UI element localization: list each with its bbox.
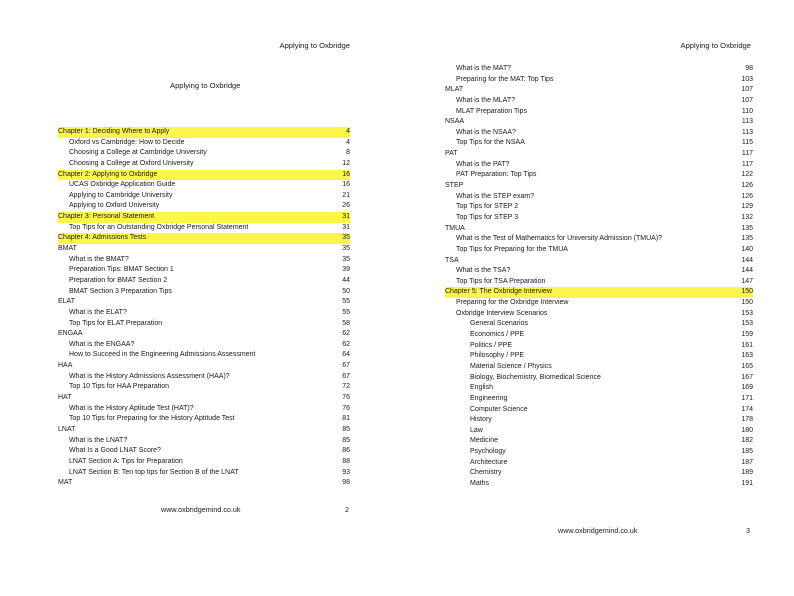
toc-entry bbox=[445, 245, 753, 256]
toc-entry bbox=[58, 265, 350, 276]
toc-entry-page: 180 bbox=[741, 426, 753, 434]
running-header: Applying to Oxbridge bbox=[279, 41, 350, 50]
toc-entry bbox=[445, 96, 753, 107]
toc-entry-title: What is the BMAT? bbox=[69, 255, 129, 263]
toc-chapter-entry bbox=[58, 127, 350, 138]
toc-entry-page: 159 bbox=[741, 331, 753, 339]
toc-entry bbox=[445, 341, 753, 352]
toc-entry-title: Top Tips for an Outstanding Oxbridge Personal Statement bbox=[69, 223, 249, 231]
toc-entry bbox=[58, 319, 350, 330]
toc-chapter-entry bbox=[58, 329, 350, 340]
toc-entry-title: Biology, Biochemistry, Biomedical Science bbox=[470, 373, 601, 381]
toc-entry-page: 182 bbox=[741, 437, 753, 445]
toc-entry bbox=[58, 159, 350, 170]
toc-entry bbox=[445, 107, 753, 118]
toc-entry-page: 35 bbox=[342, 255, 350, 263]
toc-entry-page: 147 bbox=[741, 277, 753, 285]
running-header: Applying to Oxbridge bbox=[680, 41, 751, 50]
toc-entry-title: Choosing a College at Oxford University bbox=[69, 159, 194, 167]
toc-entry bbox=[58, 446, 350, 457]
toc-entry-title: BMAT Section 3 Preparation Tips bbox=[69, 287, 172, 295]
toc-entry-page: 44 bbox=[342, 276, 350, 284]
toc-chapter-entry bbox=[58, 478, 350, 489]
footer-url: www.oxbridgemind.co.uk bbox=[558, 526, 638, 535]
toc-entry-title: Law bbox=[470, 426, 483, 434]
toc-entry-page: 16 bbox=[342, 181, 350, 189]
toc-entry-title: Maths bbox=[470, 479, 490, 487]
toc-entry-title: Chapter 1: Deciding Where to Apply bbox=[58, 128, 170, 135]
toc-entry-title: Top Tips for ELAT Preparation bbox=[69, 319, 163, 327]
toc-entry-title: What is the STEP exam? bbox=[456, 192, 535, 200]
toc-entry-page: 113 bbox=[741, 118, 753, 126]
toc-entry-page: 76 bbox=[342, 404, 350, 412]
toc-entry-page: 174 bbox=[741, 405, 753, 413]
toc-entry-page: 62 bbox=[342, 330, 350, 338]
toc-entry-page: 103 bbox=[741, 75, 753, 83]
toc-entry-page: 117 bbox=[741, 160, 753, 168]
toc-entry-title: LNAT Section B: Ten top tips for Section B of the LNAT bbox=[69, 468, 239, 476]
toc-entry bbox=[445, 362, 753, 373]
toc-entry-page: 8 bbox=[346, 149, 350, 157]
toc-entry bbox=[445, 298, 753, 309]
toc-entry-page: 55 bbox=[342, 298, 350, 306]
toc-entry-page: 122 bbox=[741, 171, 753, 179]
toc-title: Applying to Oxbridge bbox=[170, 81, 241, 90]
toc-entry-page: 135 bbox=[741, 235, 753, 243]
toc-entry bbox=[58, 404, 350, 415]
toc-entry-title: Chapter 2: Applying to Oxbridge bbox=[58, 170, 158, 178]
toc-entry-page: 161 bbox=[741, 341, 753, 349]
toc-entry-title: What is the History Aptitude Test (HAT)? bbox=[69, 404, 194, 412]
toc-entry-title: Psychology bbox=[470, 448, 506, 456]
toc-entry bbox=[58, 287, 350, 298]
toc-entry bbox=[445, 383, 753, 394]
toc-entry-page: 144 bbox=[741, 267, 753, 275]
toc-entry-title: Top Tips for TSA Preparation bbox=[456, 277, 546, 285]
toc-entry bbox=[445, 415, 753, 426]
toc-entry-title: Computer Science bbox=[470, 405, 528, 413]
toc-entry bbox=[445, 330, 753, 341]
table-of-contents bbox=[445, 64, 753, 490]
toc-entry bbox=[445, 202, 753, 213]
toc-entry-page: 58 bbox=[342, 319, 350, 327]
toc-entry-title: Top 10 Tips for HAA Preparation bbox=[69, 383, 169, 391]
toc-entry-title: ELAT bbox=[58, 298, 75, 306]
toc-entry bbox=[58, 308, 350, 319]
toc-entry-title: What is the ELAT? bbox=[69, 308, 127, 316]
toc-entry-title: PAT bbox=[445, 150, 458, 158]
toc-chapter-entry bbox=[58, 297, 350, 308]
toc-entry-title: What is the LNAT? bbox=[69, 436, 128, 444]
toc-entry-page: 135 bbox=[741, 224, 753, 232]
toc-entry bbox=[58, 340, 350, 351]
toc-entry-page: 171 bbox=[741, 394, 753, 402]
toc-entry-title: Philosophy / PPE bbox=[470, 352, 525, 360]
toc-entry-title: What is the MLAT? bbox=[456, 96, 516, 104]
toc-entry-title: What is the History Admissions Assessment (HAA)? bbox=[69, 372, 230, 380]
toc-entry-page: 126 bbox=[741, 192, 753, 200]
toc-entry-title: Top Tips for STEP 3 bbox=[456, 213, 519, 221]
toc-entry-page: 62 bbox=[342, 340, 350, 348]
toc-entry bbox=[445, 405, 753, 416]
toc-entry-page: 132 bbox=[741, 213, 753, 221]
toc-entry-page: 98 bbox=[745, 65, 753, 72]
toc-entry-page: 163 bbox=[741, 352, 753, 360]
toc-chapter-entry bbox=[445, 117, 753, 128]
toc-entry bbox=[445, 75, 753, 86]
toc-entry-page: 107 bbox=[741, 96, 753, 104]
toc-chapter-entry bbox=[58, 170, 350, 181]
toc-chapter-entry bbox=[445, 149, 753, 160]
toc-entry-page: 140 bbox=[741, 245, 753, 253]
toc-entry bbox=[58, 436, 350, 447]
toc-entry bbox=[58, 138, 350, 149]
toc-entry-title: Chemistry bbox=[470, 469, 502, 477]
toc-entry-page: 4 bbox=[346, 128, 350, 135]
toc-entry-page: 67 bbox=[342, 372, 350, 380]
toc-entry-title: Choosing a College at Cambridge University bbox=[69, 149, 207, 157]
toc-entry-title: What is the ENGAA? bbox=[69, 340, 135, 348]
toc-entry-page: 126 bbox=[741, 182, 753, 190]
toc-entry-title: NSAA bbox=[445, 118, 465, 126]
toc-entry bbox=[58, 382, 350, 393]
toc-chapter-entry bbox=[58, 425, 350, 436]
toc-entry-page: 150 bbox=[741, 299, 753, 307]
toc-entry-page: 144 bbox=[741, 256, 753, 264]
toc-entry bbox=[445, 351, 753, 362]
toc-entry-title: What Is a Good LNAT Score? bbox=[69, 447, 161, 455]
toc-entry bbox=[58, 350, 350, 361]
toc-entry bbox=[445, 309, 753, 320]
toc-entry-page: 169 bbox=[741, 384, 753, 392]
toc-entry-page: 191 bbox=[741, 479, 753, 487]
toc-entry bbox=[445, 394, 753, 405]
toc-entry-page: 67 bbox=[342, 362, 350, 370]
toc-entry-title: LNAT Section A: Tips for Preparation bbox=[69, 457, 183, 465]
toc-entry-title: Top 10 Tips for Preparing for the History Aptitude Test bbox=[69, 415, 235, 423]
toc-entry-title: HAA bbox=[58, 362, 73, 370]
toc-entry-title: Material Science / Physics bbox=[470, 362, 552, 370]
toc-entry bbox=[445, 234, 753, 245]
toc-entry-page: 50 bbox=[342, 287, 350, 295]
toc-entry-title: Preparation Tips: BMAT Section 1 bbox=[69, 266, 174, 274]
toc-entry-title: History bbox=[470, 416, 492, 424]
toc-entry-page: 178 bbox=[741, 416, 753, 424]
toc-entry bbox=[445, 447, 753, 458]
toc-entry-page: 110 bbox=[741, 107, 753, 115]
toc-entry-page: 185 bbox=[741, 448, 753, 456]
toc-entry-page: 31 bbox=[342, 223, 350, 231]
toc-entry-page: 107 bbox=[741, 86, 753, 94]
toc-entry-page: 86 bbox=[342, 447, 350, 455]
toc-entry-page: 98 bbox=[342, 479, 350, 487]
toc-entry-page: 76 bbox=[342, 394, 350, 402]
toc-entry-title: Chapter 3: Personal Statement bbox=[58, 213, 155, 221]
toc-entry-page: 88 bbox=[342, 457, 350, 465]
toc-entry-title: What is the NSAA? bbox=[456, 128, 516, 136]
toc-entry-title: Architecture bbox=[470, 458, 508, 466]
toc-entry bbox=[58, 457, 350, 468]
footer-url: www.oxbridgemind.co.uk bbox=[161, 505, 241, 514]
toc-entry-title: MLAT Preparation Tips bbox=[456, 107, 527, 115]
toc-entry-title: HAT bbox=[58, 394, 72, 402]
toc-entry bbox=[445, 426, 753, 437]
toc-chapter-entry bbox=[445, 85, 753, 96]
toc-entry bbox=[445, 266, 753, 277]
toc-entry-title: Medicine bbox=[470, 437, 499, 445]
toc-entry-title: Top Tips for the NSAA bbox=[456, 139, 525, 147]
toc-entry bbox=[445, 213, 753, 224]
page-number: 2 bbox=[345, 505, 349, 514]
toc-entry bbox=[445, 160, 753, 171]
toc-entry-title: What is the MAT? bbox=[456, 65, 512, 72]
toc-entry-page: 150 bbox=[741, 288, 753, 296]
toc-entry-title: MLAT bbox=[445, 86, 464, 94]
toc-entry bbox=[445, 436, 753, 447]
toc-chapter-entry bbox=[58, 393, 350, 404]
toc-entry-title: Economics / PPE bbox=[470, 331, 525, 339]
toc-entry bbox=[58, 180, 350, 191]
toc-entry-title: UCAS Oxbridge Application Guide bbox=[69, 181, 176, 189]
toc-entry bbox=[58, 414, 350, 425]
toc-entry-page: 189 bbox=[741, 469, 753, 477]
toc-chapter-entry bbox=[445, 224, 753, 235]
toc-chapter-entry bbox=[58, 212, 350, 223]
toc-entry bbox=[445, 373, 753, 384]
toc-entry-page: 4 bbox=[346, 138, 350, 146]
toc-chapter-entry bbox=[445, 287, 753, 298]
toc-entry-page: 93 bbox=[342, 468, 350, 476]
toc-entry-title: Top Tips for STEP 2 bbox=[456, 203, 519, 211]
right-page bbox=[397, 0, 794, 596]
toc-entry bbox=[445, 138, 753, 149]
toc-entry-page: 64 bbox=[342, 351, 350, 359]
toc-entry-title: MAT bbox=[58, 479, 73, 487]
toc-entry-title: TSA bbox=[445, 256, 459, 264]
toc-entry-page: 35 bbox=[342, 245, 350, 253]
toc-entry-title: Applying to Oxford University bbox=[69, 202, 160, 210]
toc-entry-page: 85 bbox=[342, 425, 350, 433]
toc-entry-title: Preparing for the Oxbridge Interview bbox=[456, 299, 569, 307]
toc-entry bbox=[58, 372, 350, 383]
toc-entry-title: Preparation for BMAT Section 2 bbox=[69, 276, 168, 284]
toc-entry-page: 165 bbox=[741, 362, 753, 370]
toc-entry-page: 129 bbox=[741, 203, 753, 211]
toc-entry bbox=[58, 255, 350, 266]
toc-entry-title: Chapter 5: The Oxbridge Interview bbox=[445, 288, 552, 296]
toc-entry-page: 153 bbox=[741, 309, 753, 317]
toc-entry-page: 72 bbox=[342, 383, 350, 391]
toc-entry bbox=[445, 319, 753, 330]
toc-entry bbox=[445, 458, 753, 469]
toc-chapter-entry bbox=[58, 233, 350, 244]
toc-entry-title: Chapter 4: Admissions Tests bbox=[58, 234, 147, 242]
page-number: 3 bbox=[746, 526, 750, 535]
toc-entry bbox=[58, 201, 350, 212]
toc-chapter-entry bbox=[445, 256, 753, 267]
toc-entry-title: TMUA bbox=[445, 224, 465, 232]
toc-entry bbox=[58, 148, 350, 159]
toc-entry bbox=[58, 223, 350, 234]
toc-entry-page: 167 bbox=[741, 373, 753, 381]
toc-entry bbox=[58, 468, 350, 479]
toc-entry-title: ENGAA bbox=[58, 330, 83, 338]
toc-entry bbox=[445, 277, 753, 288]
toc-entry-page: 12 bbox=[342, 159, 350, 167]
toc-entry-title: General Scenarios bbox=[470, 320, 528, 328]
toc-entry-page: 16 bbox=[342, 170, 350, 178]
toc-chapter-entry bbox=[58, 361, 350, 372]
toc-entry-page: 21 bbox=[342, 191, 350, 199]
toc-entry-title: What is the Test of Mathematics for University Admission (TMUA)? bbox=[456, 235, 663, 243]
toc-entry-page: 113 bbox=[741, 128, 753, 136]
toc-entry-title: What is the TSA? bbox=[456, 267, 511, 275]
toc-entry-page: 115 bbox=[741, 139, 753, 147]
toc-entry-title: Preparing for the MAT: Top Tips bbox=[456, 75, 554, 83]
toc-entry-page: 81 bbox=[342, 415, 350, 423]
toc-entry-page: 35 bbox=[342, 234, 350, 242]
toc-chapter-entry bbox=[445, 181, 753, 192]
toc-entry-title: Applying to Cambridge University bbox=[69, 191, 173, 199]
toc-entry-title: What is the PAT? bbox=[456, 160, 510, 168]
toc-entry bbox=[445, 468, 753, 479]
toc-entry-title: LNAT bbox=[58, 425, 76, 433]
toc-entry-title: Top Tips for Preparing for the TMUA bbox=[456, 245, 568, 253]
toc-entry bbox=[445, 479, 753, 490]
toc-entry-title: English bbox=[470, 384, 493, 392]
toc-entry-title: Engineering bbox=[470, 394, 508, 402]
toc-entry-title: PAT Preparation: Top Tips bbox=[456, 171, 537, 179]
table-of-contents bbox=[58, 127, 350, 489]
toc-entry-title: Oxbridge Interview Scenarios bbox=[456, 309, 548, 317]
toc-entry-page: 39 bbox=[342, 266, 350, 274]
toc-entry bbox=[445, 192, 753, 203]
toc-entry-page: 153 bbox=[741, 320, 753, 328]
toc-entry-page: 187 bbox=[741, 458, 753, 466]
toc-entry-title: Oxford vs Cambridge: How to Decide bbox=[69, 138, 185, 146]
toc-entry-page: 31 bbox=[342, 213, 350, 221]
toc-entry bbox=[58, 191, 350, 202]
toc-entry-page: 26 bbox=[342, 202, 350, 210]
toc-entry-title: Politics / PPE bbox=[470, 341, 513, 349]
toc-entry-title: How to Succeed in the Engineering Admissions Assessment bbox=[69, 351, 256, 359]
toc-entry bbox=[58, 276, 350, 287]
toc-entry-title: STEP bbox=[445, 182, 464, 190]
toc-entry-title: BMAT bbox=[58, 245, 77, 253]
toc-entry bbox=[445, 170, 753, 181]
toc-chapter-entry bbox=[58, 244, 350, 255]
toc-entry-page: 117 bbox=[741, 150, 753, 158]
toc-entry-page: 85 bbox=[342, 436, 350, 444]
toc-entry bbox=[445, 64, 753, 75]
toc-entry bbox=[445, 128, 753, 139]
toc-entry-page: 55 bbox=[342, 308, 350, 316]
